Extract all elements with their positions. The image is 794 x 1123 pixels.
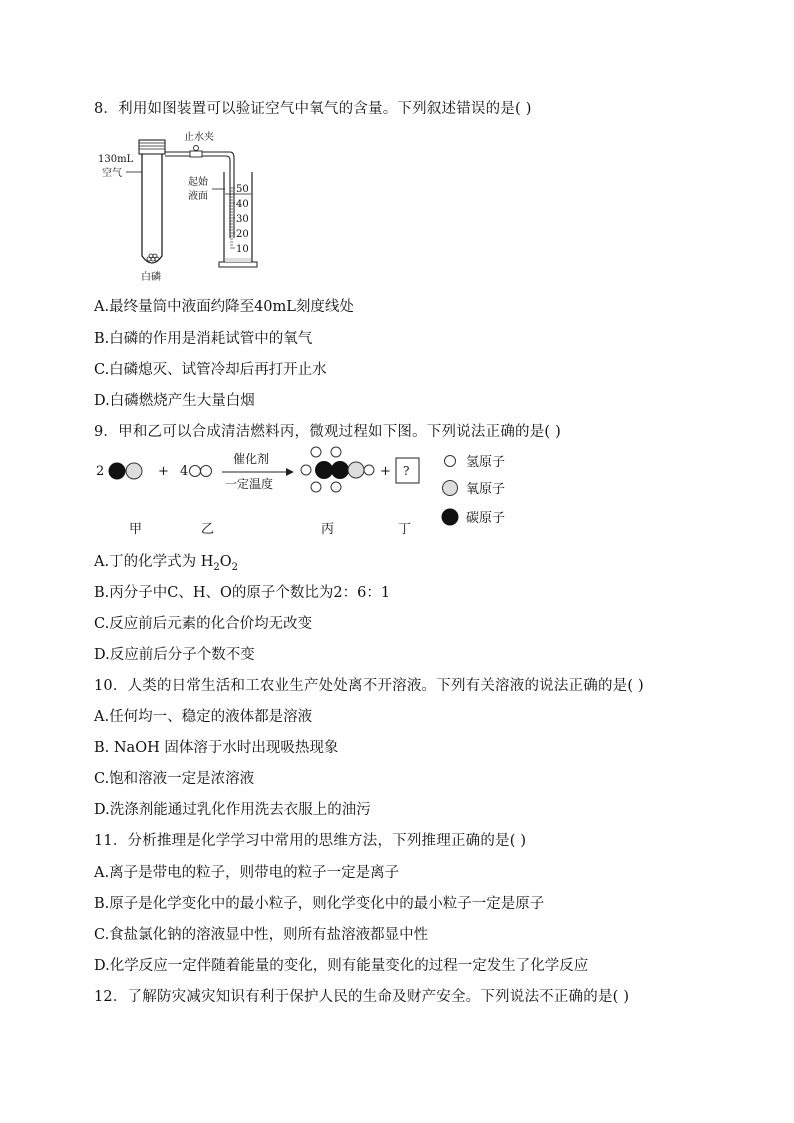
scale-50: 50 — [236, 184, 249, 195]
q10-option-b: B. NaOH 固体溶于水时出现吸热现象 — [94, 740, 339, 756]
coef-jia: 2 — [96, 464, 105, 479]
condition-catalyst: 催化剂 — [233, 452, 270, 466]
q8-option-c: C.白磷熄灭、试管冷却后再打开止水 — [94, 362, 327, 378]
q9-option-b: B.丙分子中C、H、O的原子个数比为2：6：1 — [94, 585, 391, 601]
name-ding: 丁 — [398, 522, 412, 537]
legend-hydrogen: 氢原子 — [466, 455, 506, 470]
q9-stem: 9．甲和乙可以合成清洁燃料丙，微观过程如下图。下列说法正确的是( ) — [94, 424, 561, 440]
q12-stem: 12．了解防灾减灾知识有利于保护人民的生命及财产安全。下列说法不正确的是( ) — [94, 989, 630, 1005]
q10-option-c: C.饱和溶液一定是浓溶液 — [94, 771, 255, 787]
q8-apparatus-figure — [94, 128, 274, 288]
phosphorus-label: 白磷 — [141, 272, 161, 283]
carbon-atom-icon — [315, 461, 333, 479]
legend-carbon: 碳原子 — [466, 511, 506, 526]
q11-option-c: C.食盐氯化钠的溶液显中性，则所有盐溶液都显中性 — [94, 927, 429, 943]
q9-reaction-figure — [94, 445, 554, 545]
q11-stem: 11．分析推理是化学学习中常用的思维方法，下列推理正确的是( ) — [94, 833, 527, 849]
legend-oxygen-icon — [443, 481, 458, 496]
q8-option-a: A.最终量筒中液面约降至40mL刻度线处 — [94, 299, 354, 315]
unknown-mark: ? — [403, 464, 410, 478]
scale-40: 40 — [236, 199, 249, 210]
hydrogen-atom-icon — [190, 466, 201, 477]
condition-temperature: 一定温度 — [225, 477, 274, 491]
coef-yi: 4 — [180, 464, 189, 479]
q8-stem: 8．利用如图装置可以验证空气中氧气的含量。下列叙述错误的是( ) — [94, 101, 532, 117]
q9-option-c: C.反应前后元素的化合价均无改变 — [94, 616, 313, 632]
plus-sign-2: + — [380, 464, 391, 479]
legend-oxygen: 氧原子 — [466, 482, 506, 497]
q11-option-b: B.原子是化学变化中的最小粒子，则化学变化中的最小粒子一定是原子 — [94, 896, 545, 912]
carbon-atom-icon — [331, 461, 349, 479]
clamp-label: 止水夹 — [184, 132, 214, 143]
q11-option-a: A.离子是带电的粒子，则带电的粒子一定是离子 — [94, 865, 400, 881]
q9-option-d: D.反应前后分子个数不变 — [94, 647, 255, 663]
scale-10: 10 — [236, 244, 249, 255]
name-jia: 甲 — [129, 522, 143, 537]
q9-option-a: A.丁的化学式为 $H_2O_2$ — [94, 554, 238, 573]
legend-carbon-icon — [442, 509, 459, 526]
oxygen-atom-icon — [348, 462, 364, 478]
air-label: 空气 — [102, 168, 122, 179]
test-tube — [142, 148, 162, 263]
legend-hydrogen-icon — [445, 456, 456, 467]
air-volume-label: 130mL — [98, 154, 134, 165]
name-yi: 乙 — [201, 522, 215, 537]
start-level-label: 起始 — [188, 177, 208, 188]
clamp-icon — [194, 146, 199, 151]
q8-option-d: D.白磷燃烧产生大量白烟 — [94, 393, 255, 409]
q8-option-b: B.白磷的作用是消耗试管中的氧气 — [94, 331, 313, 347]
name-bing: 丙 — [321, 522, 335, 537]
plus-sign: + — [158, 464, 169, 479]
oxygen-atom-icon — [126, 463, 142, 479]
scale-30: 30 — [236, 214, 249, 225]
carbon-atom-icon — [109, 463, 125, 479]
scale-20: 20 — [236, 229, 249, 240]
q10-stem: 10．人类的日常生活和工农业生产处处离不开溶液。下列有关溶液的说法正确的是( ) — [94, 678, 644, 694]
hydrogen-atom-icon — [201, 466, 212, 477]
stopper — [139, 140, 165, 154]
q11-option-d: D.化学反应一定伴随着能量的变化，则有能量变化的过程一定发生了化学反应 — [94, 958, 589, 974]
start-level-label-2: 液面 — [188, 191, 208, 202]
q10-option-a: A.任何均一、稳定的液体都是溶液 — [94, 709, 313, 725]
q10-option-d: D.洗涤剂能通过乳化作用洗去衣服上的油污 — [94, 802, 371, 818]
